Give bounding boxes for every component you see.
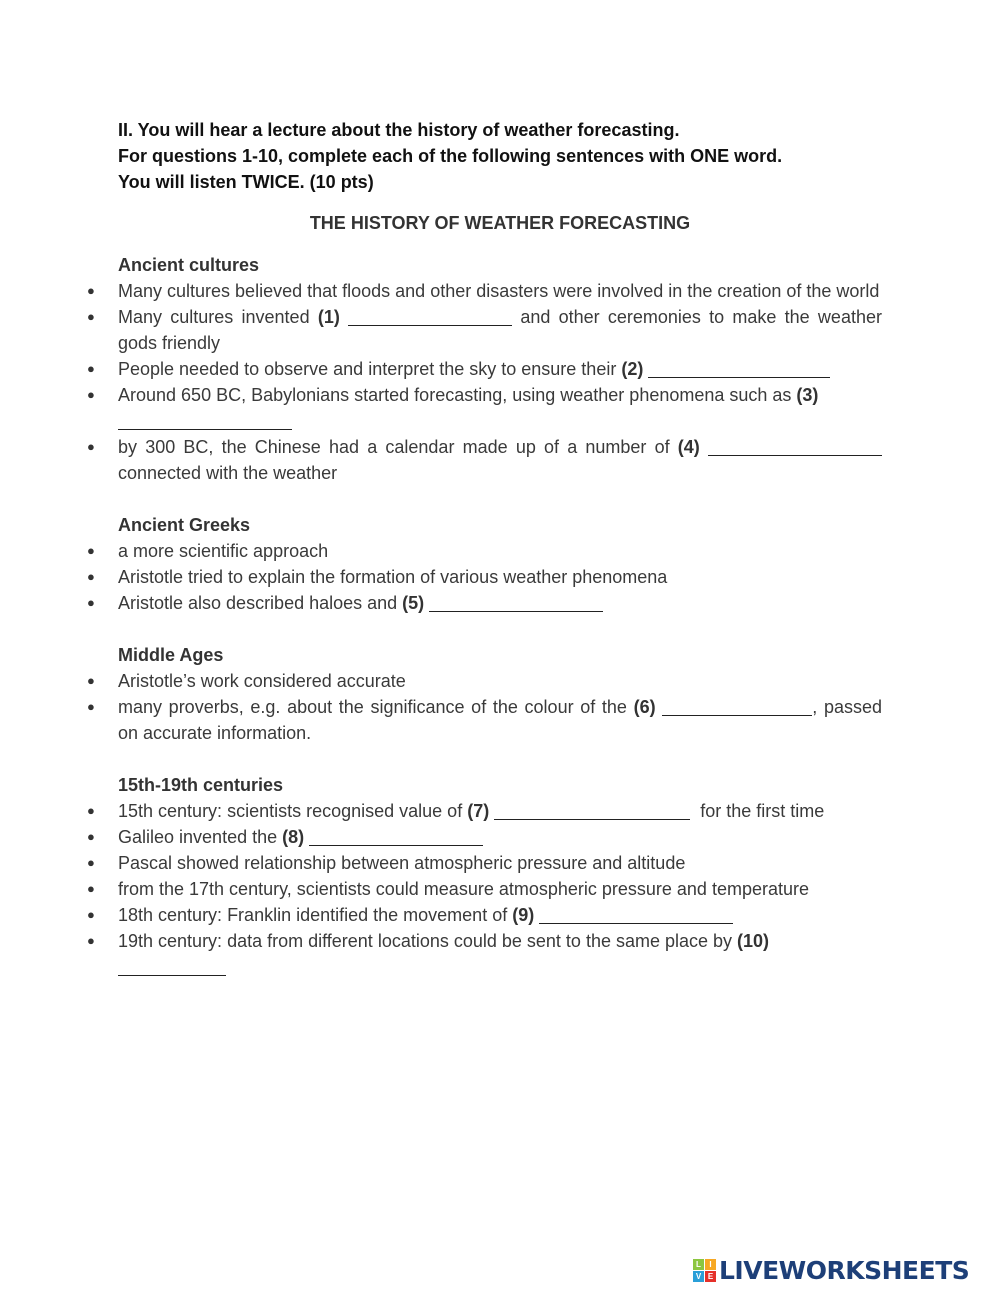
item-text: Around 650 BC, Babylonians started forecasting, using weather phenomena such as (118, 385, 797, 405)
section-heading: Ancient cultures (118, 255, 260, 275)
answer-blank-9[interactable] (539, 903, 733, 924)
list-item (118, 928, 882, 980)
worksheet-title: THE HISTORY OF WEATHER FORECASTING (309, 213, 691, 233)
list-item (118, 434, 882, 486)
list-item (118, 382, 882, 434)
liveworksheets-logo (693, 1256, 969, 1285)
bullet-list (118, 278, 882, 486)
question-number: (7) (467, 801, 490, 821)
list-item (118, 538, 882, 564)
question-number: (8) (282, 827, 305, 847)
item-text: connected with the weather (118, 463, 338, 483)
question-number: (9) (512, 905, 535, 925)
item-text: Galileo invented the (118, 827, 283, 847)
answer-blank-2[interactable] (648, 357, 830, 378)
section-heading: 15th-19th centuries (118, 775, 284, 795)
answer-blank-1[interactable] (348, 305, 512, 326)
item-text: People needed to observe and interpret the sky to ensure their (118, 359, 622, 379)
instruction-line-1: II. You will hear a lecture about the history of weather forecasting. (118, 120, 680, 140)
item-text: 15th century: scientists recognised value of (118, 801, 468, 821)
item-text: from the 17th century, scientists could measure atmospheric pressure and temperature (118, 879, 809, 899)
question-number: (6) (633, 697, 656, 717)
list-item (118, 668, 882, 694)
answer-blank-5[interactable] (429, 591, 603, 612)
instruction-line-2: For questions 1-10, complete each of the following sentences with ONE word. (118, 146, 783, 166)
answer-blank-8[interactable] (309, 825, 483, 846)
item-text: Many cultures invented (118, 307, 318, 327)
item-text: , passed on accurate information. (118, 697, 882, 743)
question-number: (2) (621, 359, 644, 379)
item-text: for the first time (690, 801, 825, 821)
bullet-list (118, 538, 882, 616)
answer-blank-10[interactable] (118, 955, 226, 976)
answer-blank-3[interactable] (118, 409, 292, 430)
list-item (118, 694, 882, 746)
answer-blank-6[interactable] (662, 695, 812, 716)
item-text: Aristotle tried to explain the formation of various weather phenomena (118, 567, 668, 587)
item-text: Aristotle also described haloes and (118, 593, 403, 613)
list-item (118, 824, 882, 850)
item-text: Pascal showed relationship between atmospheric pressure and altitude (118, 853, 686, 873)
question-number: (10) (737, 931, 770, 951)
list-item (118, 902, 882, 928)
list-item (118, 304, 882, 356)
answer-blank-4[interactable] (708, 435, 882, 456)
answer-blank-7[interactable] (494, 799, 690, 820)
item-text: Many cultures believed that floods and other disasters were involved in the creation of the world (118, 281, 880, 301)
list-item (118, 876, 882, 902)
section-heading: Middle Ages (118, 645, 224, 665)
question-number: (3) (796, 385, 819, 405)
item-text: Aristotle’s work considered accurate (118, 671, 406, 691)
list-item (118, 590, 882, 616)
item-text: and other ceremonies to make the weather gods friendly (118, 307, 882, 353)
item-text: 19th century: data from different locations could be sent to the same place by (118, 931, 738, 951)
logo-text: LIVEWORKSHEETS (719, 1256, 970, 1285)
question-number: (5) (402, 593, 425, 613)
list-item (118, 356, 882, 382)
instruction-line-3: You will listen TWICE. (10 pts) (118, 172, 374, 192)
item-text: many proverbs, e.g. about the significance of the colour of the (118, 697, 634, 717)
item-text: a more scientific approach (118, 541, 329, 561)
item-text: by 300 BC, the Chinese had a calendar made up of a number of (118, 437, 678, 457)
section-heading: Ancient Greeks (118, 515, 251, 535)
bullet-list (118, 798, 882, 980)
question-number: (1) (317, 307, 340, 327)
list-item (118, 850, 882, 876)
list-item (118, 564, 882, 590)
worksheet (118, 117, 882, 980)
logo-tiles-icon: L I V E (693, 1259, 716, 1282)
question-number: (4) (677, 437, 700, 457)
list-item (118, 798, 882, 824)
item-text: 18th century: Franklin identified the movement of (118, 905, 513, 925)
list-item (118, 278, 882, 304)
bullet-list (118, 668, 882, 746)
